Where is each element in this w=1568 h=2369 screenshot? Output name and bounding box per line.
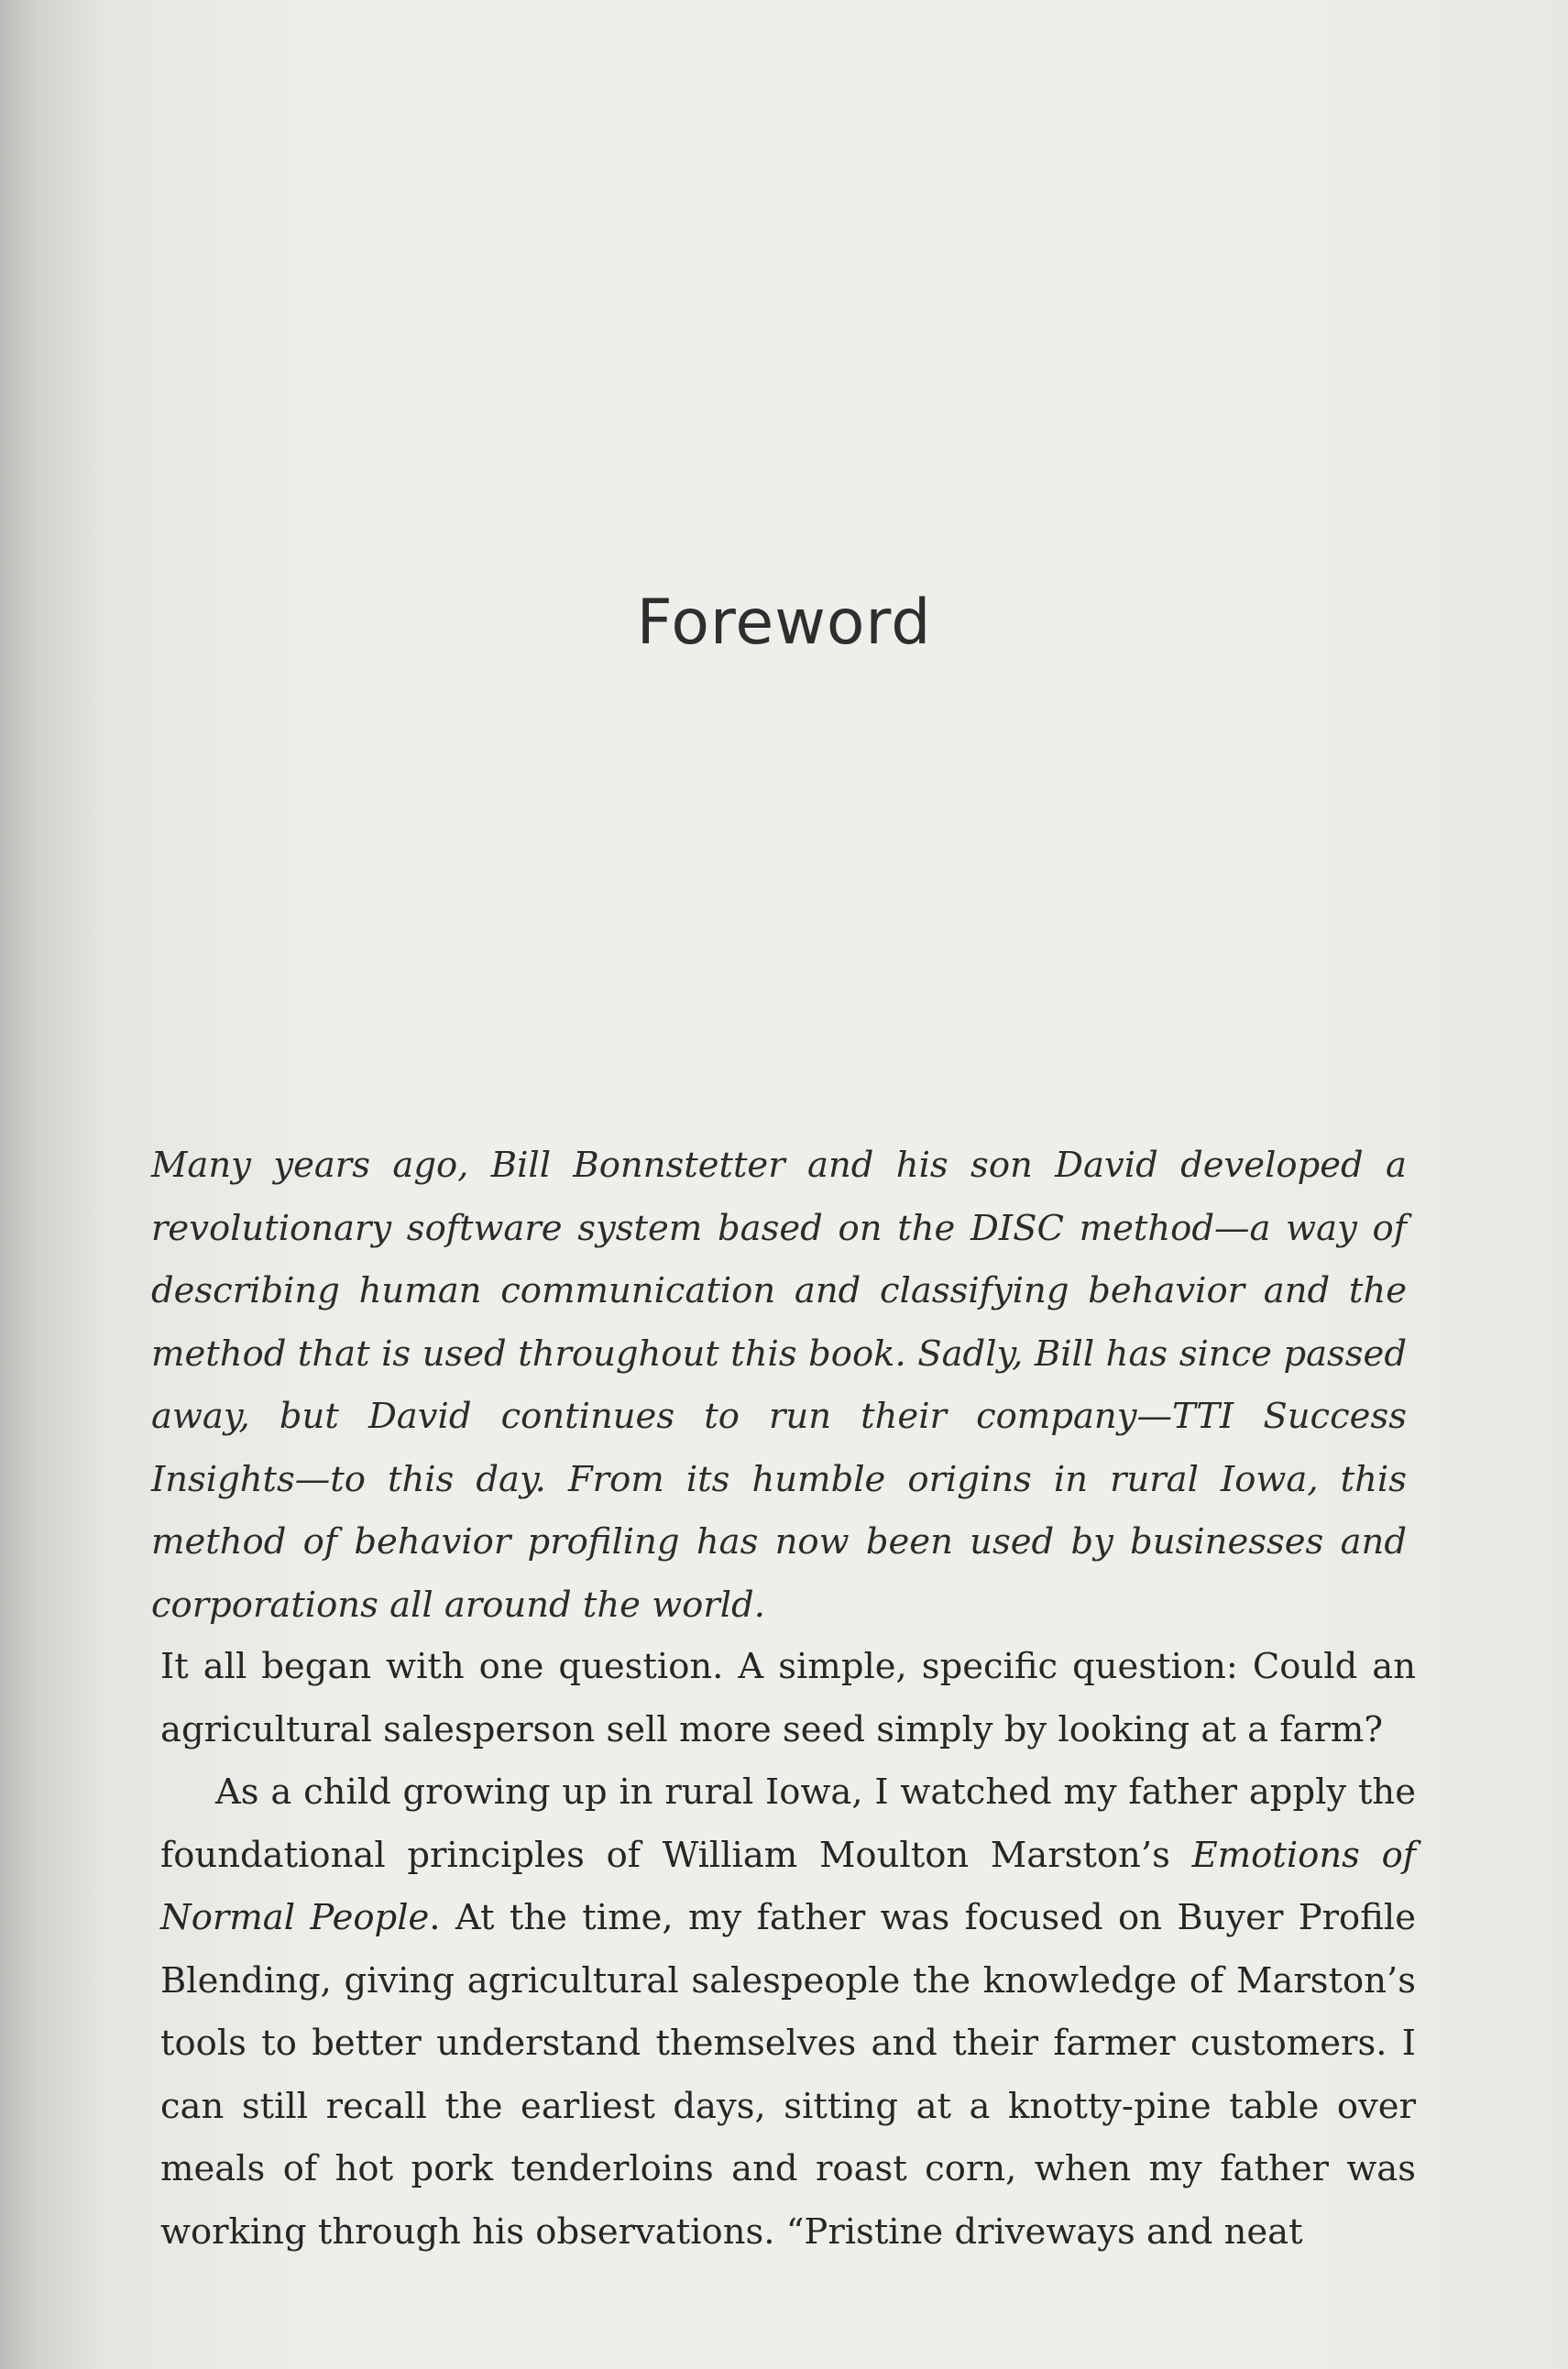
book-title: Emotions of Normal People [160, 1834, 1416, 1938]
body-text [160, 1636, 1416, 2264]
paragraph-2 [160, 1761, 1416, 2264]
italic-introduction: Many years ago, Bill Bonnstetter and his son David developed a revolutionary software system based on the DISC method—a way of describing human communication and classifying behavior and the method that is used throughout this book. Sadly, Bill has since passed away, but David continues to run their company—TTI Success Insights—to this day. From its humble origins in rural Iowa, this method of behavior profiling has now been used by businesses and corporations all around the world. [151, 1145, 1407, 1626]
chapter-title: Foreword [636, 587, 932, 659]
paragraph-1: It all began with one question. A simple, specific question: Could an agricultural salesperson sell more seed simply by looking at a farm? [160, 1646, 1416, 1750]
paragraph-2-start: As a child growing up in rural Iowa, I watched my father apply the foundational principles of William Moulton Marston’s [160, 1771, 1416, 1876]
bleed-through-text [137, 192, 1420, 258]
paragraph-2-rest: . At the time, my father was focused on Buyer Profile Blending, giving agricultural salespeople the knowledge of Marston’s tools to better understand themselves and their farmer customers. I can still recall the earliest days, sitting at a knotty-pine table over meals of hot pork tenderloins and roast corn, when my father was working through his observations. “Pristine driveways and neat [160, 1897, 1416, 2253]
